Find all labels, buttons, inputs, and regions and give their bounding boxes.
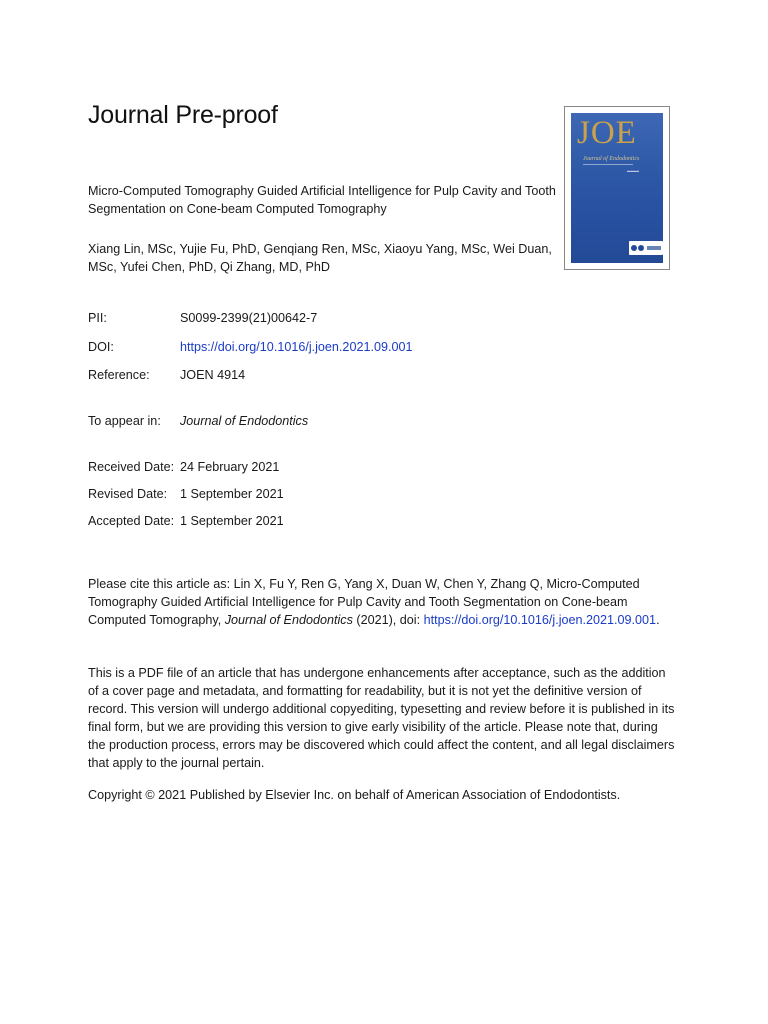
received-date-value: 24 February 2021: [180, 460, 280, 474]
journal-cover-image: [564, 106, 670, 270]
badge-text-mark: [647, 246, 661, 250]
article-authors: Xiang Lin, MSc, Yujie Fu, PhD, Genqiang Ren, MSc, Xiaoyu Yang, MSc, Wei Duan, MSc, Yufei Chen, PhD, Qi Zhang, MD, PhD: [88, 242, 552, 274]
cover-divider: [583, 164, 633, 165]
cover-subtitle: Journal of Endodontics: [583, 156, 640, 162]
reference-label: Reference:: [88, 368, 150, 382]
citation-middle: (2021), doi:: [356, 613, 421, 627]
revised-date-label: Revised Date:: [88, 487, 168, 501]
cover-publisher-badge-icon: [629, 241, 663, 255]
citation-suffix: .: [656, 613, 660, 627]
accepted-date-value: 1 September 2021: [180, 514, 284, 528]
pii-value: S0099-2399(21)00642-7: [180, 311, 318, 325]
accepted-date-label: Accepted Date:: [88, 514, 175, 528]
citation-doi-link[interactable]: https://doi.org/10.1016/j.joen.2021.09.001: [423, 613, 657, 627]
revised-date-value: 1 September 2021: [180, 487, 284, 501]
received-date-label: Received Date:: [88, 460, 175, 474]
cover-background: [571, 113, 663, 263]
appear-in-value: Journal of Endodontics: [180, 414, 309, 428]
doi-link[interactable]: https://doi.org/10.1016/j.joen.2021.09.001: [180, 340, 413, 354]
copyright-notice: Copyright © 2021 Published by Elsevier Inc. on behalf of American Association of Endodontists.: [88, 788, 621, 802]
pii-label: PII:: [88, 311, 107, 325]
citation-paragraph: [88, 575, 678, 629]
cover-volume-marking: ▬▬▬: [627, 168, 639, 173]
citation-journal: Journal of Endodontics: [224, 613, 353, 627]
page-title: Journal Pre-proof: [88, 101, 278, 129]
pdf-notice-paragraph: This is a PDF file of an article that has undergone enhancements after acceptance, such as the addition of a cover page and metadata, and formatting for readability, but it is not yet the definitive version of record. This version will undergo additional copyediting, typesetting and review before it is published in its final form, but we are providing this version to give early visibility of the article. Please note that, during the production process, errors may be discovered which could affect the content, and all legal disclaimers that apply to the journal pertain.: [88, 666, 675, 770]
appear-in-label: To appear in:: [88, 414, 161, 428]
badge-circle-icon: [631, 245, 637, 251]
article-title: Micro-Computed Tomography Guided Artificial Intelligence for Pulp Cavity and Tooth Segmentation on Cone-beam Computed Tomography: [88, 184, 556, 216]
cover-logo: JOE: [577, 115, 637, 151]
citation-prefix: Please cite this article as: Lin X, Fu Y, Ren G, Yang X, Duan W, Chen Y, Zhang Q, Micro-Computed Tomography Guided Artificial Intelligence for Pulp Cavity and Tooth Segmentation on Cone-beam Computed Tomography,: [88, 577, 640, 627]
badge-circle-icon: [638, 245, 644, 251]
doi-label: DOI:: [88, 340, 114, 354]
reference-value: JOEN 4914: [180, 368, 246, 382]
